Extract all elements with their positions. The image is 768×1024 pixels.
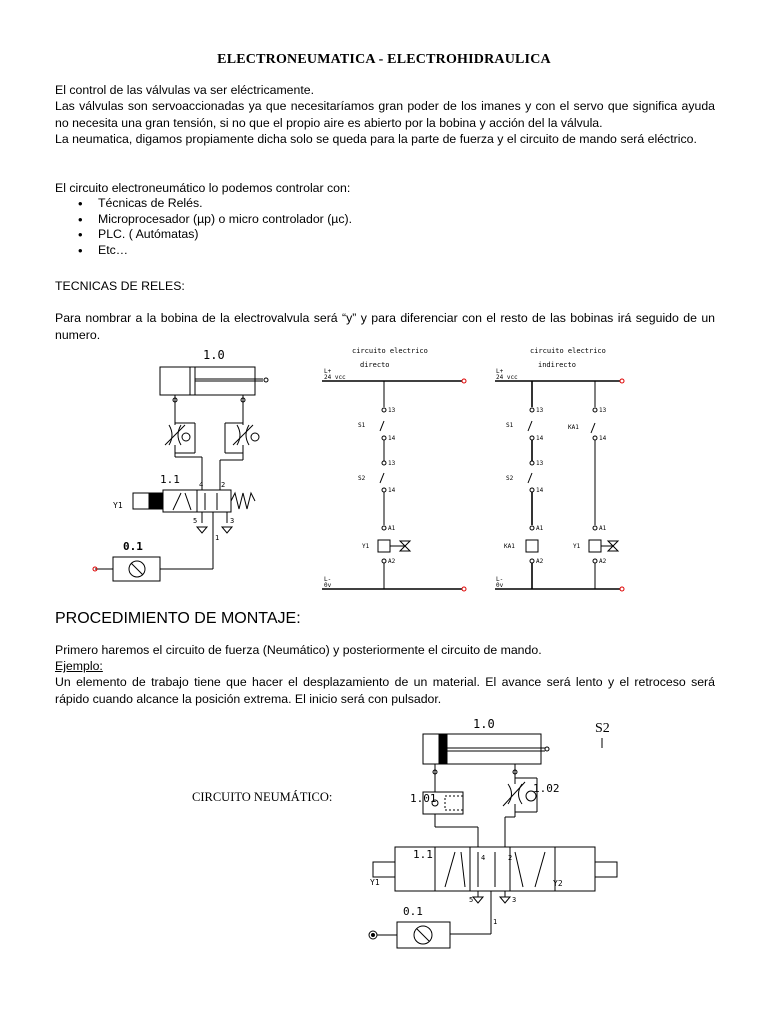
control-intro: El circuito electroneumático lo podemos controlar con: bbox=[55, 181, 351, 195]
svg-text:A1: A1 bbox=[388, 525, 396, 532]
svg-text:directo: directo bbox=[360, 361, 390, 369]
svg-text:13: 13 bbox=[536, 460, 544, 467]
cylinder-label: 1.0 bbox=[203, 348, 225, 362]
pneumatic-diagram-2 bbox=[355, 712, 655, 952]
list-item: • Microprocesador (µp) o micro controlador (µc). bbox=[78, 212, 352, 228]
valve-label: 1.1 bbox=[413, 848, 433, 861]
circuit-caption: CIRCUITO NEUMÁTICO: bbox=[192, 790, 333, 804]
svg-text:Y1: Y1 bbox=[362, 543, 370, 550]
svg-text:A2: A2 bbox=[599, 558, 607, 565]
svg-text:A1: A1 bbox=[536, 525, 544, 532]
list-item: • PLC. ( Autómatas) bbox=[78, 227, 352, 243]
svg-text:S1: S1 bbox=[358, 422, 366, 429]
intro-paragraph-3: La neumatica, digamos propiamente dicha solo se queda para la parte de fuerza y el circuito de mando será eléctrico. bbox=[55, 132, 697, 146]
reles-heading: TECNICAS DE RELES: bbox=[55, 279, 185, 293]
svg-text:L+: L+ bbox=[324, 368, 332, 375]
svg-text:A1: A1 bbox=[599, 525, 607, 532]
svg-text:1: 1 bbox=[215, 534, 220, 542]
montaje-text: Primero haremos el circuito de fuerza (Neumático) y posteriormente el circuito de mando. bbox=[55, 643, 542, 657]
svg-text:circuito electrico: circuito electrico bbox=[352, 347, 428, 355]
svg-text:L+: L+ bbox=[496, 368, 504, 375]
list-item: • Técnicas de Relés. bbox=[78, 196, 352, 212]
valve-label: 1.1 bbox=[160, 473, 180, 486]
electric-diagram-indirect bbox=[490, 343, 635, 595]
svg-text:A2: A2 bbox=[536, 558, 544, 565]
control-list bbox=[78, 196, 352, 258]
svg-text:14: 14 bbox=[388, 487, 396, 494]
quick-valve-label: 1.01 bbox=[410, 792, 437, 805]
svg-text:13: 13 bbox=[388, 460, 396, 467]
svg-text:24 vcc: 24 vcc bbox=[496, 374, 518, 381]
svg-text:L-: L- bbox=[496, 576, 504, 583]
coil-label: Y1 bbox=[113, 501, 123, 510]
source-label: 0.1 bbox=[403, 905, 423, 918]
svg-text:L-: L- bbox=[324, 576, 332, 583]
cylinder-label: 1.0 bbox=[473, 717, 495, 731]
svg-text:13: 13 bbox=[388, 407, 396, 414]
svg-text:4: 4 bbox=[481, 854, 486, 862]
list-item: • Etc… bbox=[78, 243, 352, 259]
svg-text:S2: S2 bbox=[358, 475, 366, 482]
svg-text:4: 4 bbox=[199, 481, 204, 489]
source-label: 0.1 bbox=[123, 540, 143, 553]
svg-text:Y2: Y2 bbox=[553, 879, 563, 888]
svg-text:A2: A2 bbox=[388, 558, 396, 565]
svg-text:24 vcc: 24 vcc bbox=[324, 374, 346, 381]
svg-text:3: 3 bbox=[512, 896, 517, 904]
svg-text:13: 13 bbox=[536, 407, 544, 414]
svg-text:14: 14 bbox=[536, 435, 544, 442]
intro-paragraph-2: Las válvulas son servoaccionadas ya que necesitaríamos gran poder de los imanes y con el servo que significa ayuda no necesita una gran tensión, si no que el propio aire es abierto por la bobina y acción del la válvula. bbox=[55, 99, 715, 130]
example-label: Ejemplo: bbox=[55, 659, 103, 673]
svg-text:2: 2 bbox=[508, 854, 513, 862]
svg-text:14: 14 bbox=[388, 435, 396, 442]
svg-text:14: 14 bbox=[599, 435, 607, 442]
svg-text:13: 13 bbox=[599, 407, 607, 414]
svg-text:Y1: Y1 bbox=[573, 543, 581, 550]
intro-paragraph-1: El control de las válvulas va ser eléctricamente. bbox=[55, 83, 315, 97]
svg-text:indirecto: indirecto bbox=[538, 361, 576, 369]
svg-text:KA1: KA1 bbox=[568, 424, 579, 431]
electric-diagram-direct bbox=[312, 343, 472, 595]
svg-text:14: 14 bbox=[536, 487, 544, 494]
svg-text:Y1: Y1 bbox=[370, 878, 380, 887]
svg-text:2: 2 bbox=[221, 481, 226, 489]
svg-text:0v: 0v bbox=[496, 582, 504, 589]
example-text: Un elemento de trabajo tiene que hacer el desplazamiento de un material. El avance será lento y el retroceso será rápido cuando alcance la posición extrema. El inicio será con pulsador. bbox=[55, 675, 715, 706]
svg-text:KA1: KA1 bbox=[504, 543, 515, 550]
svg-text:5: 5 bbox=[193, 517, 198, 525]
throttle-label: 1.02 bbox=[533, 782, 560, 795]
svg-text:S2: S2 bbox=[506, 475, 514, 482]
svg-text:1: 1 bbox=[493, 918, 498, 926]
reles-text: Para nombrar a la bobina de la electrovalvula será “y” y para diferenciar con el resto de las bobinas irá seguido de un numero. bbox=[55, 311, 715, 342]
svg-text:3: 3 bbox=[230, 517, 235, 525]
svg-text:0v: 0v bbox=[324, 582, 332, 589]
svg-text:circuito electrico: circuito electrico bbox=[530, 347, 606, 355]
montaje-heading: PROCEDIMIENTO DE MONTAJE: bbox=[55, 610, 301, 627]
svg-text:5: 5 bbox=[469, 896, 474, 904]
svg-text:S1: S1 bbox=[506, 422, 514, 429]
pneumatic-diagram-1 bbox=[85, 345, 295, 585]
s2-label: S2 bbox=[595, 721, 610, 736]
document-title: ELECTRONEUMATICA - ELECTROHIDRAULICA bbox=[217, 52, 551, 67]
